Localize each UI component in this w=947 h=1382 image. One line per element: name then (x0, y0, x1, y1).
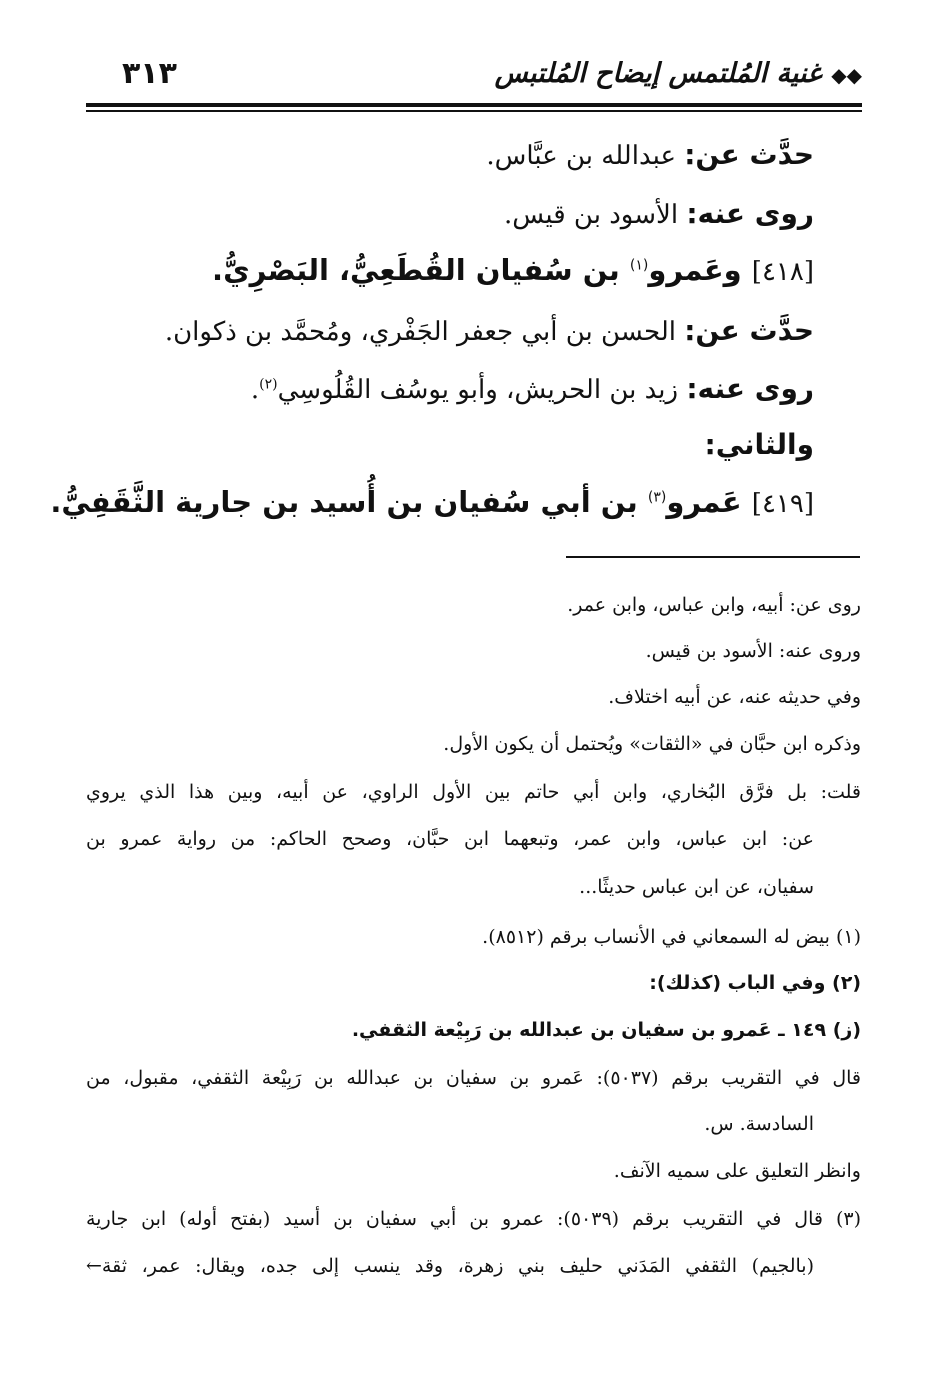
running-header (86, 56, 862, 100)
entry-number: [٤١٨] (751, 257, 814, 287)
header-rule-thin (86, 110, 862, 112)
narrated-by-label: روى عنه: (686, 197, 814, 230)
book-title (495, 58, 862, 89)
entry-418-heading (212, 253, 814, 287)
footnote-line: قال في التقريب برقم (٥٠٣٧): عَمرو بن سفيان بن عبدالله بن رَبِيْعة الثقفي، مقبول، من (86, 1067, 861, 1089)
footnote-line: وذكره ابن حبَّان في «الثقات» ويُحتمل أن يكون الأول. (443, 733, 861, 755)
narrated-from-text: عبدالله بن عبَّاس. (486, 141, 676, 171)
footnote-line: وروى عنه: الأسود بن قيس. (645, 640, 861, 662)
diamond-ornament-icon: ◆◆ (831, 63, 862, 87)
footnote-2: (٢) وفي الباب (كذلك): (649, 972, 861, 994)
page-number: ٣١٣ (122, 56, 177, 91)
narrated-by-end: . (250, 375, 260, 405)
narrated-from-text: الحسن بن أبي جعفر الجَفْري، ومُحمَّد بن ذكوان. (164, 317, 676, 347)
narrated-from-label: حدَّث عن: (684, 314, 814, 347)
footnote-line: وانظر التعليق على سميه الآنف. (613, 1160, 861, 1182)
footnote-line: روى عن: أبيه، وابن عباس، وابن عمر. (567, 594, 861, 616)
narrated-from-line-2 (165, 314, 814, 347)
narrated-by-line-1 (504, 197, 814, 230)
narrated-by-label: روى عنه: (686, 372, 814, 405)
narrated-by-line-2 (251, 372, 814, 405)
footnote-separator (566, 556, 860, 558)
narrated-by-text: زيد بن الحريش، وأبو يوسُف القُلُوسِي (277, 375, 679, 405)
footnote-line: (بالجيم) الثقفي المَدَني حليف بني زهرة، وقد ينسب إلى جده، ويقال: عمر، ثقة← (86, 1255, 814, 1277)
footnote-ref-2: (٢) (259, 376, 278, 393)
footnote-3: (٣) قال في التقريب برقم (٥٠٣٩): عمرو بن أبي سفيان بن أسيد (بفتح أوله) ابن جارية (86, 1208, 861, 1230)
footnote-ref-3: (٣) (647, 489, 667, 506)
footnote-line: عن: ابن عباس، وابن عمر، وتبعهما ابن حبَّان، وصحح الحاكم: من رواية عمرو بن (86, 828, 814, 850)
entry-name-b: بن سُفيان القُطَعِيُّ، البَصْرِيُّ. (212, 253, 620, 287)
header-rule-thick (86, 103, 862, 107)
footnote-line: قلت: بل فرَّق البُخاري، وابن أبي حاتم بين الأول الراوي، عن أبيه، وبين هذا الذي يروي (86, 781, 861, 803)
entry-419-heading (50, 485, 814, 519)
footnote-line: السادسة. س. (704, 1113, 814, 1135)
footnote-2-entry: (ز) ١٤٩ ـ عَمرو بن سفيان بن عبدالله بن رَبِيْعة الثقفي. (351, 1019, 861, 1041)
narrated-by-text: الأسود بن قيس. (503, 200, 679, 230)
footnote-1: (١) بيض له السمعاني في الأنساب برقم (٨٥١٢). (482, 926, 861, 948)
entry-name-a: عَمرو (666, 485, 742, 519)
second-label: والثاني: (704, 428, 814, 461)
footnote-ref-1: (١) (629, 257, 649, 274)
entry-number: [٤١٩] (751, 489, 814, 519)
entry-name-b: بن أبي سُفيان بن أُسيد بن جارية الثَّقَفِيُّ. (50, 485, 638, 519)
narrated-from-line-1 (486, 138, 814, 171)
book-title-text: غنية المُلتمس إيضاح المُلتبس (494, 58, 822, 89)
footnote-line: سفيان، عن ابن عباس حديثًا... (579, 876, 814, 898)
footnote-line: وفي حديثه عنه، عن أبيه اختلاف. (608, 686, 861, 708)
narrated-from-label: حدَّث عن: (684, 138, 814, 171)
second-heading (705, 428, 815, 461)
entry-name-a: وعَمرو (648, 253, 742, 287)
